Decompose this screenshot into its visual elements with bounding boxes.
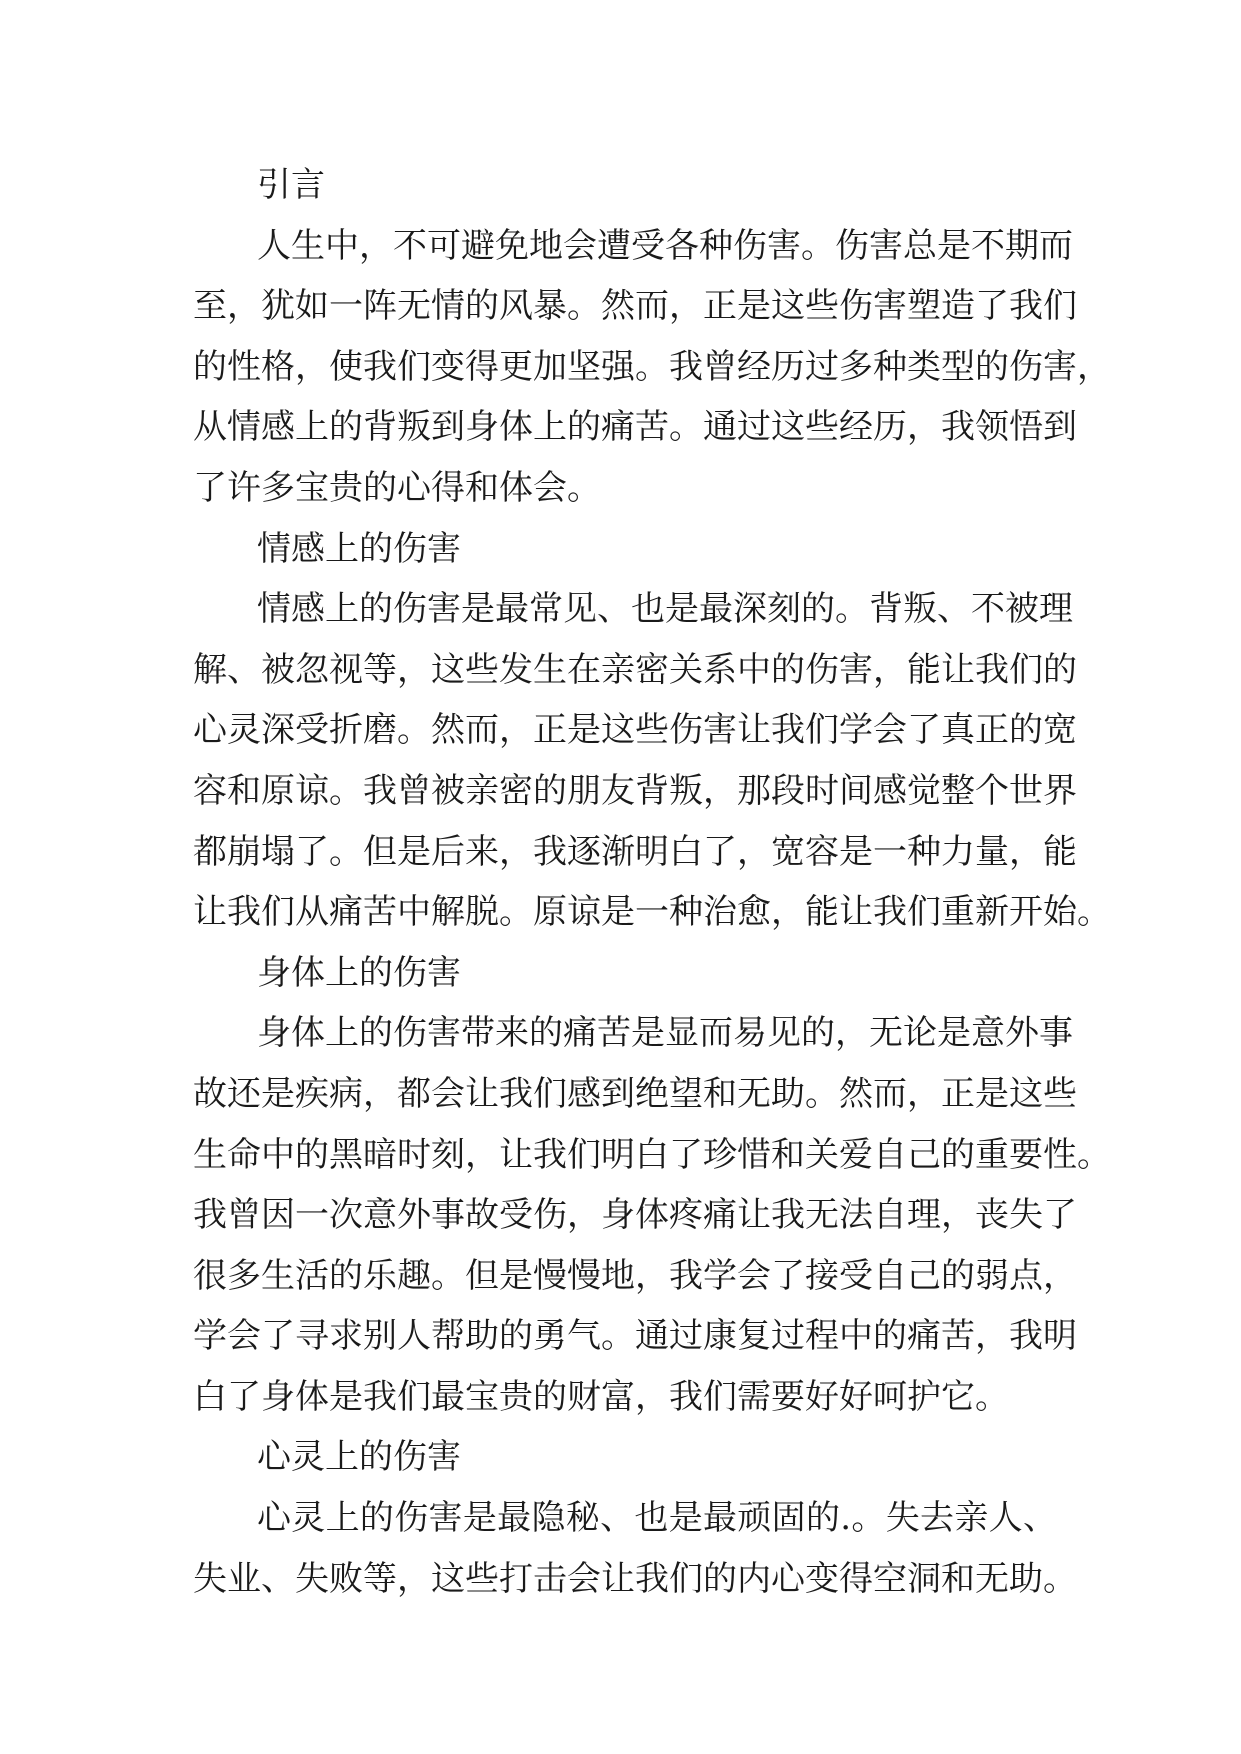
paragraph-line: 生命中的黑暗时刻，让我们明白了珍惜和关爱自己的重要性。	[193, 1134, 1111, 1175]
paragraph-line: 的性格，使我们变得更加坚强。我曾经历过多种类型的伤害，	[193, 346, 1111, 387]
paragraph-line: 人生中，不可避免地会遭受各种伤害。伤害总是不期而	[257, 225, 1073, 266]
paragraph-line: 我曾因一次意外事故受伤，身体疼痛让我无法自理，丧失了	[193, 1195, 1077, 1236]
paragraph-line: 解、被忽视等，这些发生在亲密关系中的伤害，能让我们的	[193, 649, 1077, 690]
paragraph-line: 很多生活的乐趣。但是慢慢地，我学会了接受自己的弱点，	[193, 1255, 1077, 1296]
paragraph-line: 让我们从痛苦中解脱。原谅是一种治愈，能让我们重新开始。	[193, 892, 1111, 933]
paragraph-line: 情感上的伤害是最常见、也是最深刻的。背叛、不被理	[257, 589, 1073, 630]
paragraph-line: 心灵上的伤害是最隐秘、也是最顽固的.。失去亲人、	[257, 1498, 1057, 1539]
paragraph-line: 故还是疾病，都会让我们感到绝望和无助。然而，正是这些	[193, 1073, 1077, 1114]
paragraph-line: 至，犹如一阵无情的风暴。然而，正是这些伤害塑造了我们	[193, 286, 1077, 327]
section-heading-physical: 身体上的伤害	[257, 952, 461, 993]
paragraph-line: 失业、失败等，这些打击会让我们的内心变得空洞和无助。	[193, 1558, 1077, 1599]
paragraph-line: 白了身体是我们最宝贵的财富，我们需要好好呵护它。	[193, 1376, 1009, 1417]
paragraph-line: 都崩塌了。但是后来，我逐渐明白了，宽容是一种力量，能	[193, 831, 1077, 872]
document-body	[193, 155, 1111, 1609]
paragraph-line: 从情感上的背叛到身体上的痛苦。通过这些经历，我领悟到	[193, 407, 1077, 448]
paragraph-line: 容和原谅。我曾被亲密的朋友背叛，那段时间感觉整个世界	[193, 770, 1077, 811]
section-heading-spiritual: 心灵上的伤害	[257, 1437, 461, 1478]
paragraph-line: 学会了寻求别人帮助的勇气。通过康复过程中的痛苦，我明	[193, 1316, 1077, 1357]
paragraph-line: 身体上的伤害带来的痛苦是显而易见的，无论是意外事	[257, 1013, 1073, 1054]
paragraph-line: 了许多宝贵的心得和体会。	[193, 467, 601, 508]
paragraph-line: 心灵深受折磨。然而，正是这些伤害让我们学会了真正的宽	[193, 710, 1077, 751]
section-heading-emotional: 情感上的伤害	[257, 528, 461, 569]
section-heading-intro: 引言	[257, 165, 325, 205]
